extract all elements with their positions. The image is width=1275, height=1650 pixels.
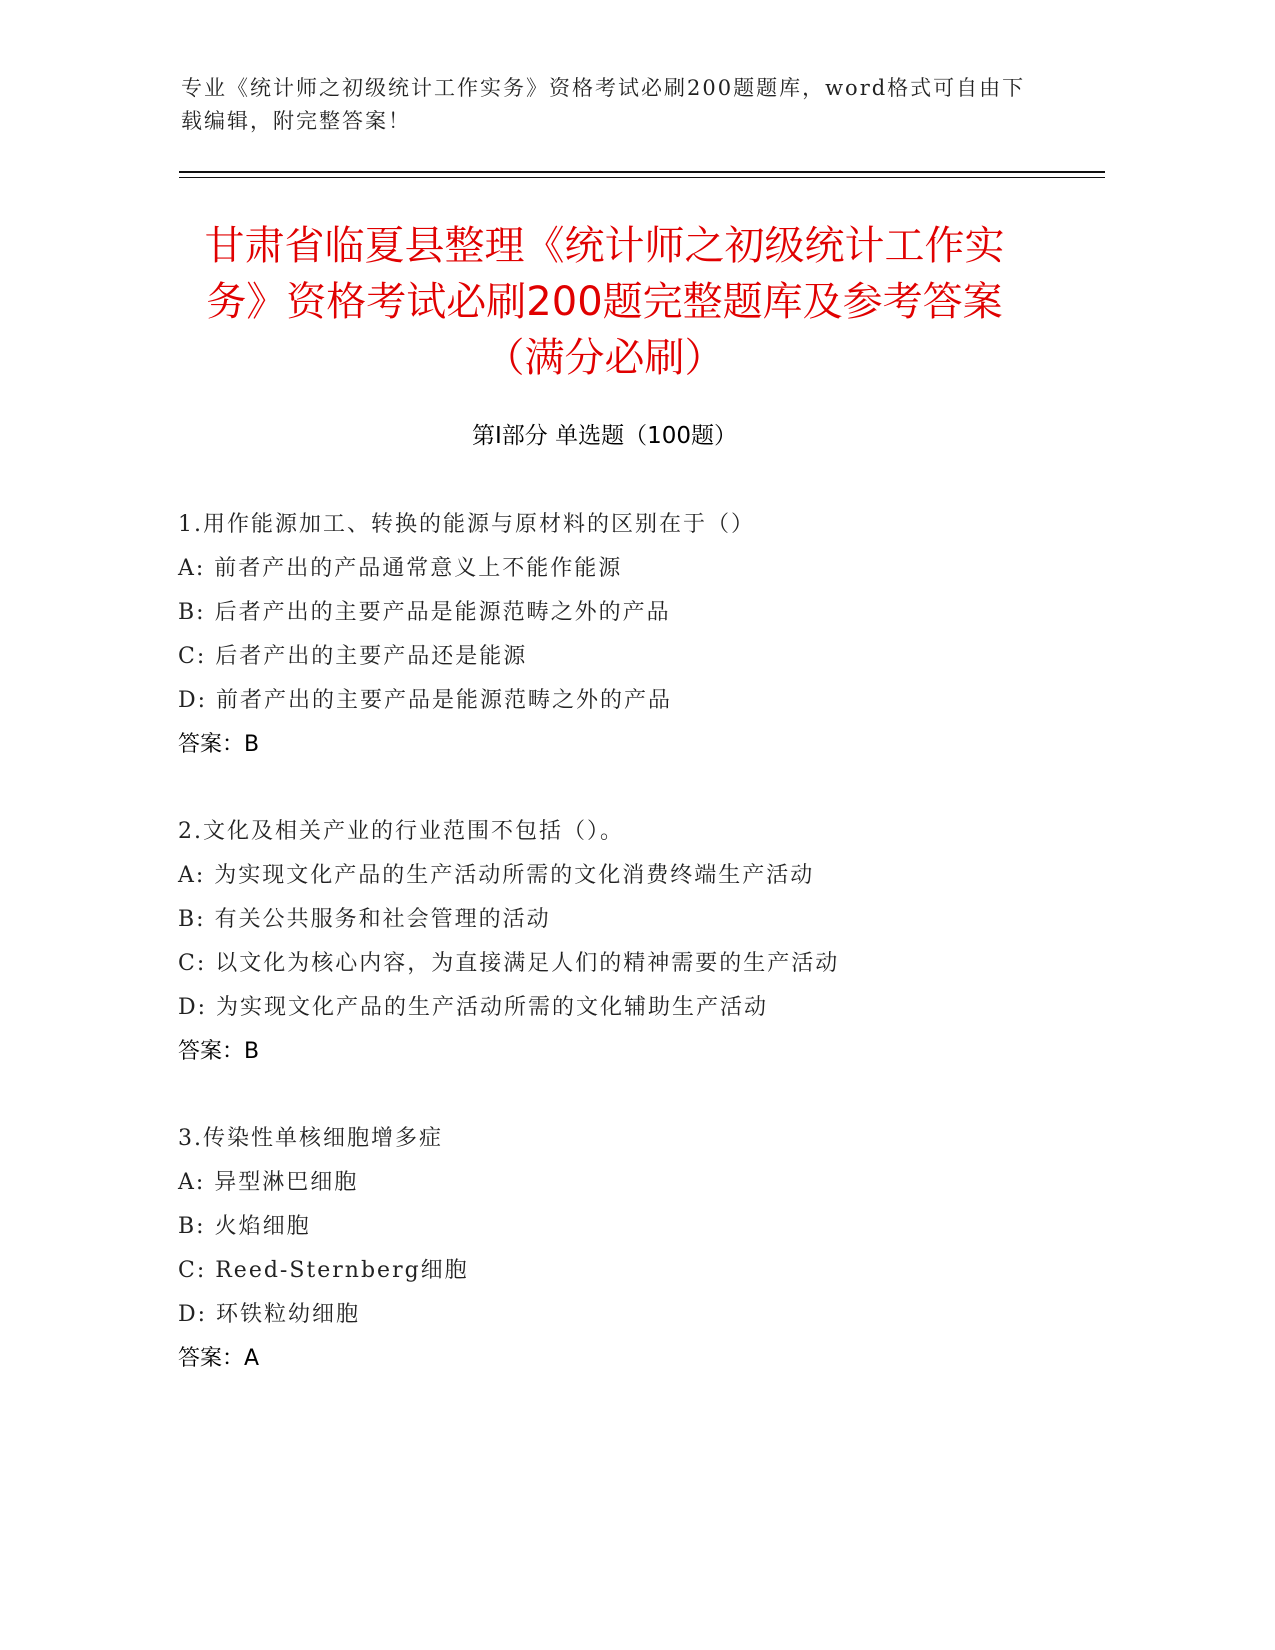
answer: 答案：B <box>178 732 260 757</box>
option-b: B: 后者产出的主要产品是能源范畴之外的产品 <box>178 600 671 625</box>
header-rule-thick <box>179 171 1105 173</box>
section-heading: 第I部分 单选题（100题） <box>472 423 737 449</box>
question-1 <box>178 503 1078 767</box>
header-note: 专业《统计师之初级统计工作实务》资格考试必刷200题题库，word格式可自由下载编辑，附完整答案！ <box>181 76 1026 133</box>
option-a: A: 前者产出的产品通常意义上不能作能源 <box>178 556 623 581</box>
option-c: C: 后者产出的主要产品还是能源 <box>178 644 528 669</box>
header-rule-thin <box>179 177 1105 178</box>
question-stem: 3.传染性单核细胞增多症 <box>178 1126 443 1151</box>
question-stem: 1.用作能源加工、转换的能源与原材料的区别在于（） <box>178 512 755 537</box>
question-stem: 2.文化及相关产业的行业范围不包括（）。 <box>178 819 624 844</box>
answer: 答案：B <box>178 1039 260 1064</box>
question-3 <box>178 1117 1078 1381</box>
option-a: A: 异型淋巴细胞 <box>178 1170 359 1195</box>
option-d: D: 前者产出的主要产品是能源范畴之外的产品 <box>178 688 673 713</box>
question-list <box>178 503 1078 1424</box>
option-d: D: 为实现文化产品的生产活动所需的文化辅助生产活动 <box>178 995 769 1020</box>
document-title: 甘肃省临夏县整理《统计师之初级统计工作实务》资格考试必刷200题完整题库及参考答案（满分必刷） <box>204 223 1005 381</box>
option-c: C: Reed-Sternberg细胞 <box>178 1258 469 1283</box>
option-c: C: 以文化为核心内容，为直接满足人们的精神需要的生产活动 <box>178 951 840 976</box>
answer: 答案：A <box>178 1346 260 1371</box>
option-b: B: 有关公共服务和社会管理的活动 <box>178 907 551 932</box>
option-b: B: 火焰细胞 <box>178 1214 311 1239</box>
question-2 <box>178 810 1078 1074</box>
option-d: D: 环铁粒幼细胞 <box>178 1302 361 1327</box>
option-a: A: 为实现文化产品的生产活动所需的文化消费终端生产活动 <box>178 863 815 888</box>
